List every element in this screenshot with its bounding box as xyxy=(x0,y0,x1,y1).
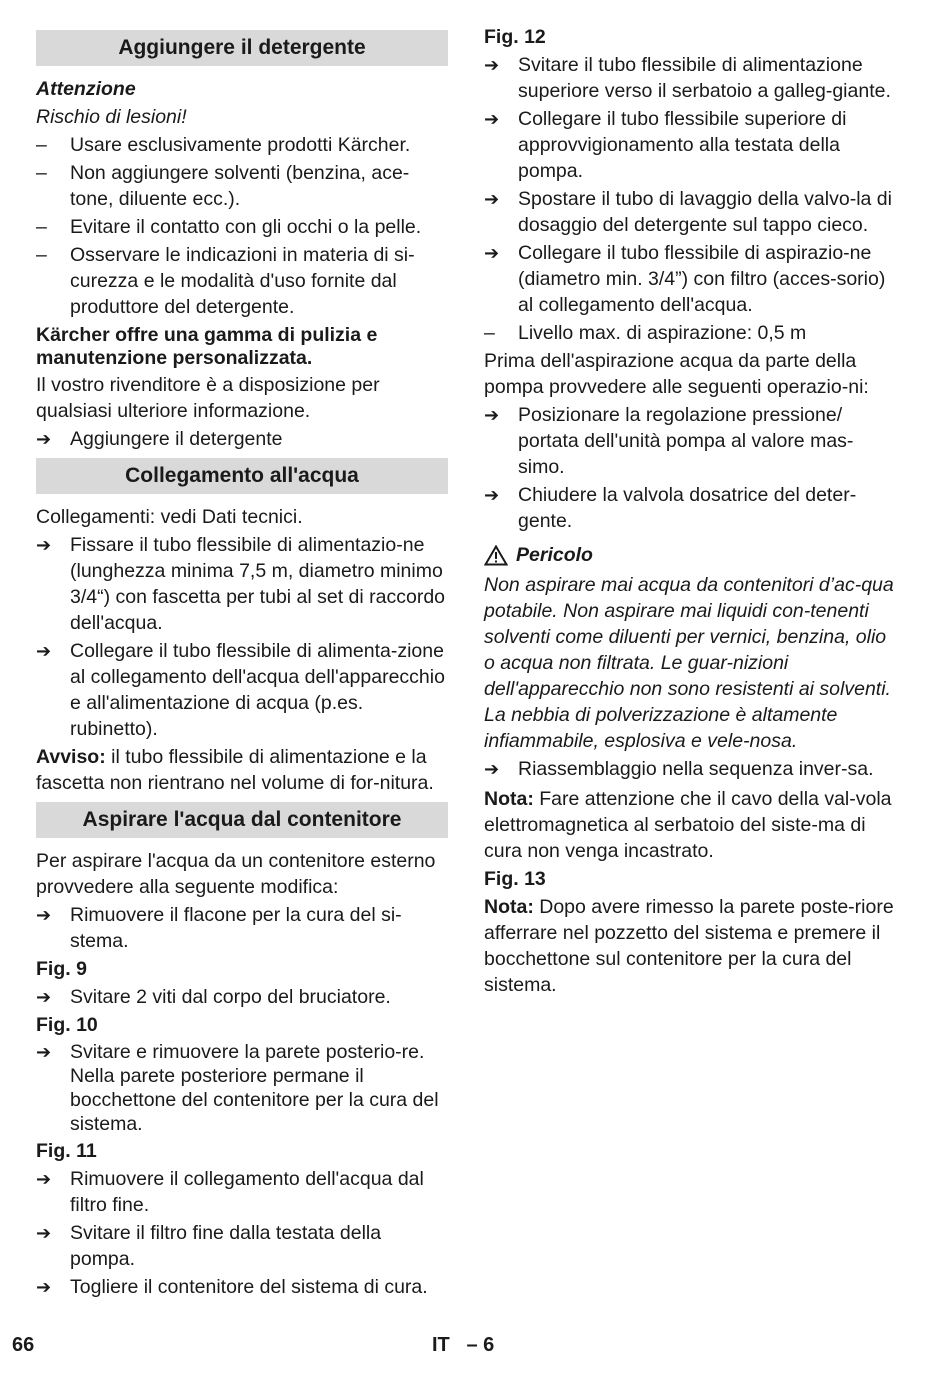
arrow-icon: ➔ xyxy=(36,1169,52,1189)
dash-marker: – xyxy=(36,244,47,266)
figure-reference: Fig. 10 xyxy=(36,1014,98,1036)
list-item: – Evitare il contatto con gli occhi o la pelle. xyxy=(36,216,422,238)
arrow-icon: ➔ xyxy=(484,405,500,425)
list-item: – Osservare le indicazioni in materia di si-curezza e le modalità d'uso fornite dal produttore del detergente. xyxy=(36,244,415,318)
dealer-note: Il vostro rivenditore è a disposizione per qualsiasi ulteriore informazione. xyxy=(36,374,380,422)
arrow-icon: ➔ xyxy=(484,243,500,263)
karcher-note: Kärcher offre una gamma di pulizia e manutenzione personalizzata. xyxy=(36,324,378,369)
dash-marker: – xyxy=(36,162,47,184)
step-item: ➔ Collegare il tubo flessibile superiore di approvvigionamento alla testata della pompa. xyxy=(484,108,847,182)
arrow-icon: ➔ xyxy=(484,109,500,129)
dash-marker: – xyxy=(484,322,495,344)
step-item: ➔ Fissare il tubo flessibile di alimentazio-ne (lunghezza minima 7,5 m, diametro minimo 3/4“) con fascetta per tubi al set di raccordo dell'acqua. xyxy=(36,534,446,634)
language-page-label: IT – 6 xyxy=(432,1334,495,1356)
connections-intro: Collegamenti: vedi Dati tecnici. xyxy=(36,506,303,528)
figure-reference: Fig. 12 xyxy=(484,26,546,48)
step-item: ➔ Rimuovere il flacone per la cura del si-stema. xyxy=(36,904,402,952)
step-item: ➔ Svitare il filtro fine dalla testata della pompa. xyxy=(36,1222,382,1270)
step-item: ➔ Collegare il tubo flessibile di alimenta-zione al collegamento dell'acqua dell'apparecchio e all'alimentazione di acqua (p.es. rubinetto). xyxy=(36,640,445,740)
step-item: ➔ Svitare e rimuovere la parete posterio-re. Nella parete posteriore permane il bocchettone del contenitore per la cura del sistema. xyxy=(36,1041,439,1135)
section-heading-detergent: Aggiungere il detergente xyxy=(36,30,448,66)
suction-intro: Per aspirare l'acqua da un contenitore esterno provvedere alla seguente modifica: xyxy=(36,850,436,898)
arrow-icon: ➔ xyxy=(484,189,500,209)
arrow-icon: ➔ xyxy=(36,1277,52,1297)
list-item: – Livello max. di aspirazione: 0,5 m xyxy=(484,322,807,344)
arrow-icon: ➔ xyxy=(36,1042,52,1062)
step-item: ➔ Posizionare la regolazione pressione/ portata dell'unità pompa al valore mas-simo. xyxy=(484,404,854,478)
left-column xyxy=(36,24,448,1302)
arrow-icon: ➔ xyxy=(36,641,52,661)
arrow-icon: ➔ xyxy=(36,987,52,1007)
warning-triangle-icon xyxy=(484,545,508,566)
note-paragraph: Nota: Fare attenzione che il cavo della val-vola elettromagnetica al serbatoio del siste-ma di cura non venga incastrato. xyxy=(484,788,892,862)
list-item: – Usare esclusivamente prodotti Kärcher. xyxy=(36,134,411,156)
step-item: ➔ Svitare 2 viti dal corpo del bruciatore. xyxy=(36,986,391,1008)
note-paragraph: Nota: Dopo avere rimesso la parete poste-riore afferrare nel pozzetto del sistema e premere il bocchettone sul contenitore per la cura del sistema. xyxy=(484,896,894,996)
arrow-icon: ➔ xyxy=(36,535,52,555)
step-item: ➔ Chiudere la valvola dosatrice del deter-gente. xyxy=(484,484,857,532)
danger-text: Non aspirare mai acqua da contenitori d’ac-qua potabile. Non aspirare mai liquidi con-tenenti solventi come diluenti per vernici, benzina, olio o acqua non filtrata. Le guar-nizioni dell'apparecchio non sono resistenti ai solventi. La nebbia di polverizzazione è altamente infiammabile, esplosiva e vele-nosa. xyxy=(484,574,894,752)
dash-marker: – xyxy=(36,216,47,238)
step-item: ➔ Rimuovere il collegamento dell'acqua dal filtro fine. xyxy=(36,1168,424,1216)
step-item: ➔ Spostare il tubo di lavaggio della valvo-la di dosaggio del detergente sul tappo cieco. xyxy=(484,188,892,236)
notice-paragraph: Avviso: il tubo flessibile di alimentazione e la fascetta non rientrano nel volume di for-nitura. xyxy=(36,746,434,794)
danger-label: Pericolo xyxy=(516,544,593,566)
attention-label: Attenzione xyxy=(36,78,136,100)
step-item: ➔ Collegare il tubo flessibile di aspirazio-ne (diametro min. 3/4”) con filtro (acces-sorio) al collegamento dell'acqua. xyxy=(484,242,886,316)
danger-heading xyxy=(484,542,894,568)
arrow-icon: ➔ xyxy=(36,429,52,449)
right-column xyxy=(484,24,894,1000)
section-heading-water-connection: Collegamento all'acqua xyxy=(36,458,448,494)
page-number: 66 xyxy=(12,1334,35,1356)
arrow-icon: ➔ xyxy=(484,55,500,75)
step-item: ➔ Togliere il contenitore del sistema di cura. xyxy=(36,1276,428,1298)
arrow-icon: ➔ xyxy=(484,485,500,505)
section-heading-container-suction: Aspirare l'acqua dal contenitore xyxy=(36,802,448,838)
list-item: – Non aggiungere solventi (benzina, ace-tone, diluente ecc.). xyxy=(36,162,410,210)
figure-reference: Fig. 9 xyxy=(36,958,87,980)
risk-text: Rischio di lesioni! xyxy=(36,106,187,128)
before-suction-text: Prima dell'aspirazione acqua da parte della pompa provvedere alle seguenti operazio-ni: xyxy=(484,350,869,398)
step-item: ➔ Aggiungere il detergente xyxy=(36,428,283,450)
figure-reference: Fig. 13 xyxy=(484,868,546,890)
arrow-icon: ➔ xyxy=(484,759,500,779)
step-item: ➔ Svitare il tubo flessibile di alimentazione superiore verso il serbatoio a galleg-giante. xyxy=(484,54,891,102)
arrow-icon: ➔ xyxy=(36,1223,52,1243)
step-item: ➔ Riassemblaggio nella sequenza inver-sa. xyxy=(484,758,874,780)
arrow-icon: ➔ xyxy=(36,905,52,925)
dash-marker: – xyxy=(36,134,47,156)
figure-reference: Fig. 11 xyxy=(36,1140,97,1162)
